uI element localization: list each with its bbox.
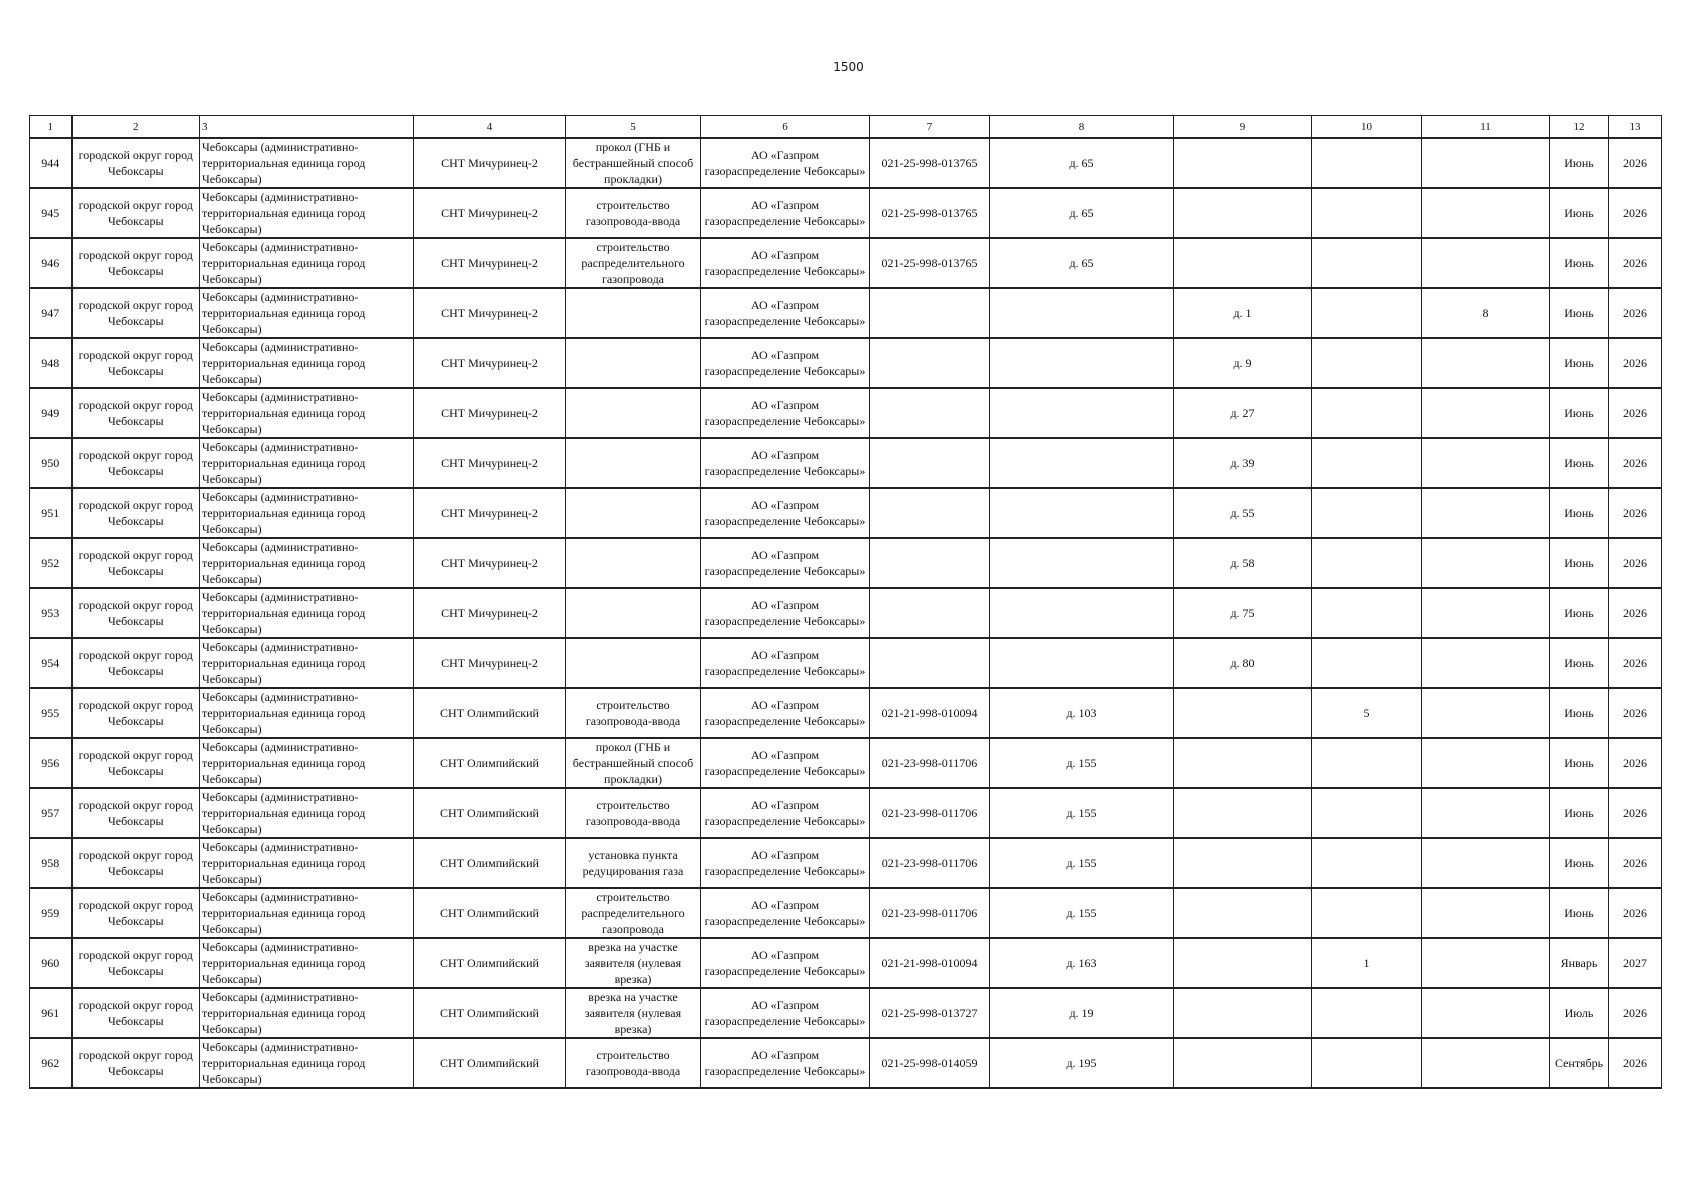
address-cell: СНТ Мичуринец-2 [414,538,566,588]
month-cell: Июнь [1550,888,1609,938]
table-row [30,438,1662,488]
municipality-cell: городской округ город Чебоксары [72,488,200,538]
count-cell [1422,638,1550,688]
municipality-cell: городской округ город Чебоксары [72,688,200,738]
application-number-cell: 021-21-998-010094 [870,938,990,988]
table-row [30,738,1662,788]
year-cell: 2026 [1609,388,1662,438]
house-cell: д. 55 [1174,488,1312,538]
house-number-cell [990,388,1174,438]
organization-cell: АО «Газпром газораспределение Чебоксары» [701,238,870,288]
organization-cell: АО «Газпром газораспределение Чебоксары» [701,138,870,188]
municipality-cell: городской округ город Чебоксары [72,338,200,388]
organization-cell: АО «Газпром газораспределение Чебоксары» [701,588,870,638]
month-cell: Июнь [1550,288,1609,338]
table-row [30,938,1662,988]
work-type-cell: строительство распределительного газопровода [566,888,701,938]
address-cell: СНТ Мичуринец-2 [414,388,566,438]
application-number-cell: 021-23-998-011706 [870,888,990,938]
organization-cell: АО «Газпром газораспределение Чебоксары» [701,838,870,888]
quantity-cell [1312,438,1422,488]
month-cell: Июнь [1550,638,1609,688]
row-number-cell: 953 [30,588,72,638]
organization-cell: АО «Газпром газораспределение Чебоксары» [701,338,870,388]
application-number-cell [870,438,990,488]
application-number-cell [870,588,990,638]
house-number-cell: д. 103 [990,688,1174,738]
house-cell [1174,888,1312,938]
registry-body [30,116,1662,1089]
column-header: 8 [990,116,1174,139]
count-cell [1422,888,1550,938]
municipality-cell: городской округ город Чебоксары [72,1038,200,1088]
column-header: 6 [701,116,870,139]
organization-cell: АО «Газпром газораспределение Чебоксары» [701,1038,870,1088]
house-number-cell: д. 65 [990,138,1174,188]
organization-cell: АО «Газпром газораспределение Чебоксары» [701,288,870,338]
quantity-cell [1312,238,1422,288]
count-cell [1422,588,1550,638]
work-type-cell: строительство распределительного газопровода [566,238,701,288]
work-type-cell: врезка на участке заявителя (нулевая врезка) [566,938,701,988]
year-cell: 2026 [1609,788,1662,838]
year-cell: 2026 [1609,438,1662,488]
row-number-cell: 959 [30,888,72,938]
address-cell: СНТ Олимпийский [414,788,566,838]
header-row [30,116,1662,139]
column-header: 12 [1550,116,1609,139]
organization-cell: АО «Газпром газораспределение Чебоксары» [701,738,870,788]
row-number-cell: 957 [30,788,72,838]
municipality-cell: городской округ город Чебоксары [72,188,200,238]
organization-cell: АО «Газпром газораспределение Чебоксары» [701,538,870,588]
table-row [30,688,1662,738]
application-number-cell [870,488,990,538]
organization-cell: АО «Газпром газораспределение Чебоксары» [701,438,870,488]
month-cell: Июнь [1550,788,1609,838]
locality-cell: Чебоксары (административно-территориальная единица город Чебоксары) [200,488,414,538]
application-number-cell: 021-25-998-013765 [870,138,990,188]
column-header: 5 [566,116,701,139]
house-number-cell: д. 155 [990,788,1174,838]
month-cell: Январь [1550,938,1609,988]
quantity-cell [1312,588,1422,638]
application-number-cell: 021-21-998-010094 [870,688,990,738]
municipality-cell: городской округ город Чебоксары [72,738,200,788]
locality-cell: Чебоксары (административно-территориальная единица город Чебоксары) [200,838,414,888]
quantity-cell: 1 [1312,938,1422,988]
row-number-cell: 948 [30,338,72,388]
table-row [30,138,1662,188]
month-cell: Июнь [1550,838,1609,888]
quantity-cell [1312,788,1422,838]
year-cell: 2026 [1609,188,1662,238]
table-row [30,988,1662,1038]
house-number-cell [990,338,1174,388]
application-number-cell [870,388,990,438]
municipality-cell: городской округ город Чебоксары [72,838,200,888]
house-number-cell: д. 65 [990,188,1174,238]
year-cell: 2026 [1609,138,1662,188]
organization-cell: АО «Газпром газораспределение Чебоксары» [701,688,870,738]
work-type-cell: прокол (ГНБ и бестраншейный способ прокладки) [566,738,701,788]
row-number-cell: 960 [30,938,72,988]
house-number-cell [990,288,1174,338]
address-cell: СНТ Мичуринец-2 [414,488,566,538]
quantity-cell [1312,338,1422,388]
work-type-cell: строительство газопровода-ввода [566,788,701,838]
year-cell: 2026 [1609,288,1662,338]
count-cell [1422,838,1550,888]
address-cell: СНТ Олимпийский [414,1038,566,1088]
municipality-cell: городской округ город Чебоксары [72,138,200,188]
quantity-cell [1312,488,1422,538]
count-cell [1422,938,1550,988]
work-type-cell: строительство газопровода-ввода [566,688,701,738]
locality-cell: Чебоксары (административно-территориальная единица город Чебоксары) [200,1038,414,1088]
year-cell: 2026 [1609,888,1662,938]
address-cell: СНТ Мичуринец-2 [414,588,566,638]
locality-cell: Чебоксары (административно-территориальная единица город Чебоксары) [200,188,414,238]
locality-cell: Чебоксары (административно-территориальная единица город Чебоксары) [200,938,414,988]
locality-cell: Чебоксары (административно-территориальная единица город Чебоксары) [200,588,414,638]
address-cell: СНТ Олимпийский [414,688,566,738]
row-number-cell: 949 [30,388,72,438]
table-row [30,538,1662,588]
year-cell: 2026 [1609,238,1662,288]
house-number-cell: д. 155 [990,738,1174,788]
table-row [30,1038,1662,1088]
house-number-cell [990,488,1174,538]
column-header: 7 [870,116,990,139]
table-row [30,238,1662,288]
row-number-cell: 951 [30,488,72,538]
column-header: 13 [1609,116,1662,139]
house-cell [1174,688,1312,738]
month-cell: Июнь [1550,238,1609,288]
row-number-cell: 950 [30,438,72,488]
house-cell: д. 80 [1174,638,1312,688]
house-number-cell: д. 19 [990,988,1174,1038]
locality-cell: Чебоксары (административно-территориальная единица город Чебоксары) [200,888,414,938]
quantity-cell [1312,388,1422,438]
count-cell: 8 [1422,288,1550,338]
organization-cell: АО «Газпром газораспределение Чебоксары» [701,488,870,538]
house-number-cell: д. 195 [990,1038,1174,1088]
year-cell: 2026 [1609,1038,1662,1088]
table-row [30,188,1662,238]
house-cell: д. 58 [1174,538,1312,588]
month-cell: Июнь [1550,488,1609,538]
table-row [30,788,1662,838]
house-number-cell: д. 65 [990,238,1174,288]
table-row [30,638,1662,688]
address-cell: СНТ Мичуринец-2 [414,638,566,688]
month-cell: Июнь [1550,588,1609,638]
organization-cell: АО «Газпром газораспределение Чебоксары» [701,888,870,938]
house-cell [1174,188,1312,238]
table-row [30,288,1662,338]
column-header: 4 [414,116,566,139]
column-header: 9 [1174,116,1312,139]
address-cell: СНТ Мичуринец-2 [414,238,566,288]
municipality-cell: городской округ город Чебоксары [72,238,200,288]
column-header: 1 [30,116,72,139]
house-cell [1174,238,1312,288]
row-number-cell: 961 [30,988,72,1038]
house-cell: д. 75 [1174,588,1312,638]
work-type-cell: строительство газопровода-ввода [566,188,701,238]
year-cell: 2026 [1609,738,1662,788]
quantity-cell [1312,188,1422,238]
house-cell [1174,988,1312,1038]
application-number-cell: 021-23-998-011706 [870,788,990,838]
organization-cell: АО «Газпром газораспределение Чебоксары» [701,988,870,1038]
row-number-cell: 962 [30,1038,72,1088]
row-number-cell: 945 [30,188,72,238]
work-type-cell: установка пункта редуцирования газа [566,838,701,888]
count-cell [1422,438,1550,488]
application-number-cell [870,338,990,388]
month-cell: Июнь [1550,538,1609,588]
quantity-cell [1312,888,1422,938]
address-cell: СНТ Мичуринец-2 [414,438,566,488]
municipality-cell: городской округ город Чебоксары [72,288,200,338]
house-number-cell [990,638,1174,688]
house-cell: д. 1 [1174,288,1312,338]
quantity-cell [1312,988,1422,1038]
year-cell: 2026 [1609,638,1662,688]
work-type-cell [566,288,701,338]
month-cell: Сентябрь [1550,1038,1609,1088]
year-cell: 2026 [1609,988,1662,1038]
column-header: 10 [1312,116,1422,139]
house-number-cell: д. 163 [990,938,1174,988]
house-cell [1174,1038,1312,1088]
row-number-cell: 956 [30,738,72,788]
year-cell: 2026 [1609,338,1662,388]
count-cell [1422,138,1550,188]
count-cell [1422,688,1550,738]
row-number-cell: 944 [30,138,72,188]
application-number-cell [870,538,990,588]
house-number-cell: д. 155 [990,888,1174,938]
count-cell [1422,988,1550,1038]
month-cell: Июнь [1550,388,1609,438]
house-cell [1174,738,1312,788]
application-number-cell [870,638,990,688]
row-number-cell: 946 [30,238,72,288]
house-cell [1174,788,1312,838]
locality-cell: Чебоксары (административно-территориальная единица город Чебоксары) [200,288,414,338]
quantity-cell [1312,738,1422,788]
column-header: 2 [72,116,200,139]
work-type-cell [566,638,701,688]
locality-cell: Чебоксары (административно-территориальная единица город Чебоксары) [200,988,414,1038]
work-type-cell [566,338,701,388]
year-cell: 2026 [1609,588,1662,638]
work-type-cell: врезка на участке заявителя (нулевая врезка) [566,988,701,1038]
count-cell [1422,1038,1550,1088]
organization-cell: АО «Газпром газораспределение Чебоксары» [701,638,870,688]
month-cell: Июнь [1550,738,1609,788]
address-cell: СНТ Мичуринец-2 [414,288,566,338]
organization-cell: АО «Газпром газораспределение Чебоксары» [701,188,870,238]
municipality-cell: городской округ город Чебоксары [72,988,200,1038]
quantity-cell [1312,838,1422,888]
month-cell: Июнь [1550,338,1609,388]
quantity-cell [1312,1038,1422,1088]
address-cell: СНТ Олимпийский [414,838,566,888]
house-cell: д. 39 [1174,438,1312,488]
house-cell [1174,138,1312,188]
row-number-cell: 958 [30,838,72,888]
row-number-cell: 952 [30,538,72,588]
table-row [30,588,1662,638]
count-cell [1422,738,1550,788]
house-number-cell: д. 155 [990,838,1174,888]
year-cell: 2026 [1609,488,1662,538]
locality-cell: Чебоксары (административно-территориальная единица город Чебоксары) [200,788,414,838]
house-number-cell [990,588,1174,638]
row-number-cell: 954 [30,638,72,688]
municipality-cell: городской округ город Чебоксары [72,938,200,988]
quantity-cell [1312,638,1422,688]
organization-cell: АО «Газпром газораспределение Чебоксары» [701,788,870,838]
quantity-cell [1312,288,1422,338]
table-row [30,888,1662,938]
house-cell: д. 27 [1174,388,1312,438]
application-number-cell [870,288,990,338]
address-cell: СНТ Олимпийский [414,988,566,1038]
locality-cell: Чебоксары (административно-территориальная единица город Чебоксары) [200,338,414,388]
work-type-cell: прокол (ГНБ и бестраншейный способ прокладки) [566,138,701,188]
month-cell: Июнь [1550,138,1609,188]
work-type-cell [566,488,701,538]
registry-table [29,115,1662,1089]
page-number: 1500 [833,60,864,74]
municipality-cell: городской округ город Чебоксары [72,788,200,838]
quantity-cell [1312,538,1422,588]
column-header: 3 [200,116,414,139]
municipality-cell: городской округ город Чебоксары [72,588,200,638]
column-header: 11 [1422,116,1550,139]
organization-cell: АО «Газпром газораспределение Чебоксары» [701,938,870,988]
count-cell [1422,788,1550,838]
municipality-cell: городской округ город Чебоксары [72,888,200,938]
locality-cell: Чебоксары (административно-территориальная единица город Чебоксары) [200,688,414,738]
row-number-cell: 947 [30,288,72,338]
work-type-cell: строительство газопровода-ввода [566,1038,701,1088]
house-cell: д. 9 [1174,338,1312,388]
year-cell: 2026 [1609,538,1662,588]
house-number-cell [990,538,1174,588]
quantity-cell: 5 [1312,688,1422,738]
application-number-cell: 021-23-998-011706 [870,738,990,788]
work-type-cell [566,388,701,438]
quantity-cell [1312,138,1422,188]
count-cell [1422,488,1550,538]
locality-cell: Чебоксары (административно-территориальная единица город Чебоксары) [200,138,414,188]
work-type-cell [566,588,701,638]
month-cell: Июнь [1550,688,1609,738]
count-cell [1422,238,1550,288]
municipality-cell: городской округ город Чебоксары [72,388,200,438]
application-number-cell: 021-25-998-014059 [870,1038,990,1088]
year-cell: 2027 [1609,938,1662,988]
count-cell [1422,538,1550,588]
address-cell: СНТ Мичуринец-2 [414,138,566,188]
municipality-cell: городской округ город Чебоксары [72,438,200,488]
row-number-cell: 955 [30,688,72,738]
address-cell: СНТ Олимпийский [414,738,566,788]
address-cell: СНТ Мичуринец-2 [414,338,566,388]
year-cell: 2026 [1609,838,1662,888]
organization-cell: АО «Газпром газораспределение Чебоксары» [701,388,870,438]
month-cell: Июнь [1550,438,1609,488]
municipality-cell: городской округ город Чебоксары [72,638,200,688]
work-type-cell [566,538,701,588]
address-cell: СНТ Мичуринец-2 [414,188,566,238]
work-type-cell [566,438,701,488]
month-cell: Июль [1550,988,1609,1038]
locality-cell: Чебоксары (административно-территориальная единица город Чебоксары) [200,638,414,688]
locality-cell: Чебоксары (административно-территориальная единица город Чебоксары) [200,438,414,488]
application-number-cell: 021-25-998-013765 [870,238,990,288]
application-number-cell: 021-25-998-013765 [870,188,990,238]
address-cell: СНТ Олимпийский [414,938,566,988]
table-row [30,338,1662,388]
year-cell: 2026 [1609,688,1662,738]
municipality-cell: городской округ город Чебоксары [72,538,200,588]
month-cell: Июнь [1550,188,1609,238]
locality-cell: Чебоксары (административно-территориальная единица город Чебоксары) [200,388,414,438]
house-cell [1174,838,1312,888]
count-cell [1422,188,1550,238]
table-row [30,838,1662,888]
locality-cell: Чебоксары (административно-территориальная единица город Чебоксары) [200,738,414,788]
locality-cell: Чебоксары (административно-территориальная единица город Чебоксары) [200,238,414,288]
table-row [30,388,1662,438]
house-number-cell [990,438,1174,488]
count-cell [1422,338,1550,388]
house-cell [1174,938,1312,988]
application-number-cell: 021-25-998-013727 [870,988,990,1038]
application-number-cell: 021-23-998-011706 [870,838,990,888]
locality-cell: Чебоксары (административно-территориальная единица город Чебоксары) [200,538,414,588]
address-cell: СНТ Олимпийский [414,888,566,938]
count-cell [1422,388,1550,438]
table-row [30,488,1662,538]
